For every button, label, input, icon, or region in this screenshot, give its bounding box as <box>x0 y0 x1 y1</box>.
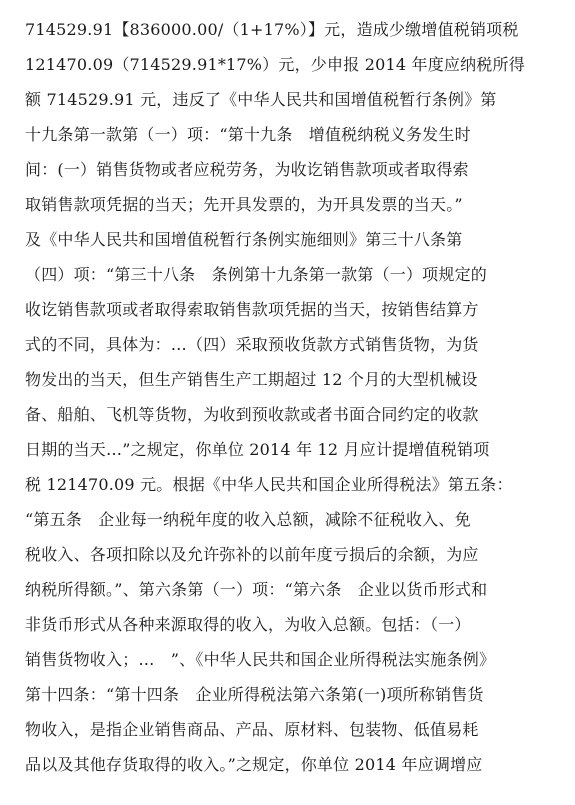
text-line-9: 收讫销售款项或者取得索取销售款项凭据的当天，按销售结算方 <box>25 300 479 319</box>
text-line-8: （四）项：“第三十八条 条例第十九条第一款第（一）项规定的 <box>25 265 487 284</box>
text-line-18: 非货币形式从各种来源取得的收入，为收入总额。包括：（一） <box>25 615 471 634</box>
text-line-2: 121470.09（714529.91*17%）元，少申报 2014 年度应纳税所得 <box>25 55 525 74</box>
text-line-1: 714529.91【836000.00/（1+17%）】元，造成少缴增值税销项税 <box>25 20 519 39</box>
text-line-5: 间：(一）销售货物或者应税劳务，为收讫销售款项或者取得索 <box>25 160 469 179</box>
text-line-19: 销售货物收入；… ”、《中华人民共和国企业所得税法实施条例》 <box>25 650 496 669</box>
text-line-7: 及《中华人民共和国增值税暂行条例实施细则》第三十八条第 <box>25 230 463 249</box>
text-line-13: 日期的当天…”之规定，你单位 2014 年 12 月应计提增值税销项 <box>25 440 490 459</box>
text-line-10: 式的不同，具体为：…（四）采取预收货款方式销售货物，为货 <box>25 335 479 354</box>
text-line-21: 物收入，是指企业销售商品、产品、原材料、包装物、低值易耗 <box>25 720 479 739</box>
text-line-11: 物发出的当天，但生产销售生产工期超过 12 个月的大型机械设 <box>25 370 478 389</box>
text-line-6: 取销售款项凭据的当天；先开具发票的，为开具发票的当天。” <box>25 195 463 214</box>
text-line-15: “第五条 企业每一纳税年度的收入总额，减除不征税收入、免 <box>25 510 471 529</box>
text-line-14: 税 121470.09 元。根据《中华人民共和国企业所得税法》第五条： <box>25 475 513 494</box>
text-line-22: 品以及其他存货取得的收入。”之规定，你单位 2014 年应调增应 <box>25 755 483 774</box>
text-line-12: 备、船舶、飞机等货物，为收到预收款或者书面合同约定的收款 <box>25 405 479 424</box>
text-line-4: 十九条第一款第（一）项：“第十九条 增值税纳税义务发生时 <box>25 125 471 144</box>
text-line-17: 纳税所得额。”、第六条第（一）项：“第六条 企业以货币形式和 <box>25 580 488 599</box>
text-line-3: 额 714529.91 元，违反了《中华人民共和国增值税暂行条例》第 <box>25 90 497 109</box>
text-line-20: 第十四条：“第十四条 企业所得税法第六条第(一)项所称销售货 <box>25 685 484 704</box>
text-line-16: 税收入、各项扣除以及允许弥补的以前年度亏损后的余额，为应 <box>25 545 479 564</box>
